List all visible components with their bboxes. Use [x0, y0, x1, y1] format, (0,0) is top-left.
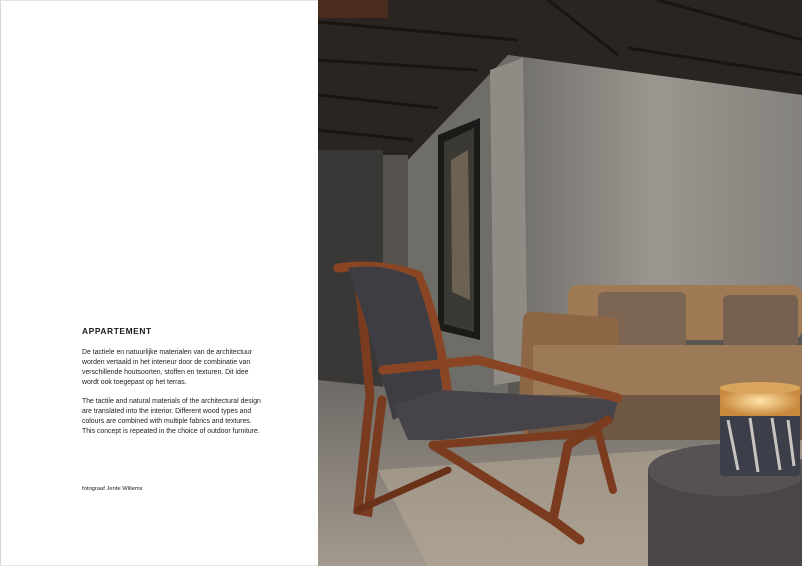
right-page-photo [318, 0, 802, 566]
paragraph-english: The tactile and natural materials of the architectural design are translated into the interior. Different wood types and colours are combined with multiple fabrics and textures. This concept is repeated in the choice of outdoor furniture. [82, 398, 261, 435]
concrete-wall [508, 55, 802, 320]
paragraph-dutch: De tactiele en natuurlijke materialen van de architectuur worden vertaald in het interieur door de combinatie van verschillende houtsoorten, stoffen en texturen. Dit idee wordt ook toegepast op het terras. [82, 349, 253, 386]
candle-holder [720, 382, 800, 476]
photo-credit: fotograaf Jente Willems [82, 486, 143, 492]
article-heading: APPARTEMENT [82, 326, 152, 336]
left-page [0, 0, 318, 566]
interior-photo-icon [318, 0, 802, 566]
article-text-block [82, 326, 262, 446]
